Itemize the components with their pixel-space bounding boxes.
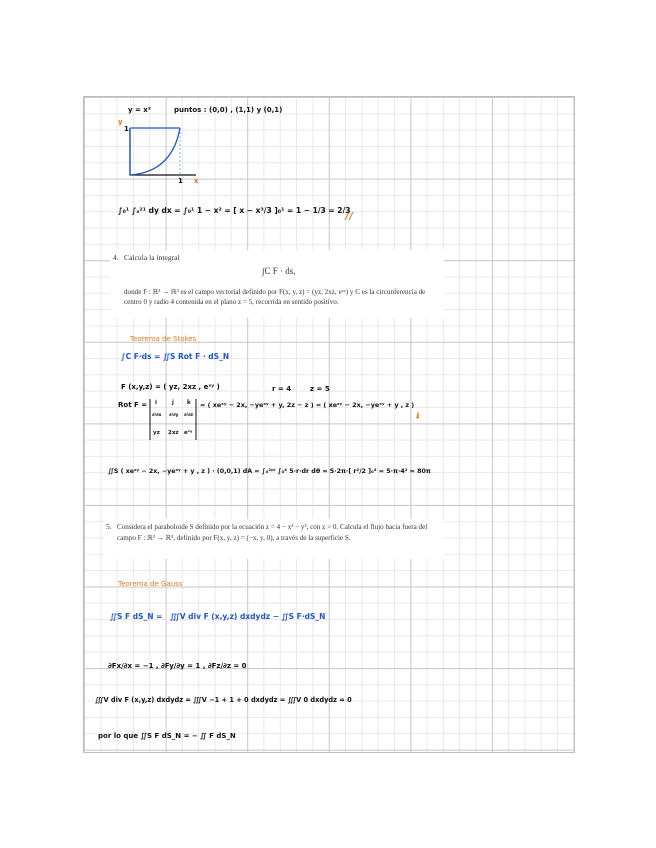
matrix-2xz: 2xz [168, 430, 179, 436]
matrix-i: î [155, 400, 157, 406]
stokes-equation: ∫C F·ds = ∬S Rot F · dS_N [121, 352, 230, 361]
gauss-title: Teorema de Gauss [118, 580, 183, 588]
y-tick-label: 1 [124, 125, 129, 133]
matrix-j: ĵ [172, 400, 174, 406]
region-integral: ∫₀¹ ∫ₓ²¹ dy dx = ∫₀¹ 1 − x² = [ x − x³/3 ]₀¹ = 1 − 1/3 = 2/3 [118, 206, 351, 215]
partial-derivatives: ∂Fx/∂x = −1 , ∂Fy/∂y = 1 , ∂Fz/∂z = 0 [108, 662, 247, 670]
problem4-number: 4. [113, 253, 119, 262]
points-label: puntos : [174, 106, 207, 114]
z-correction: z [416, 413, 420, 420]
points-list: (0,0) , (1,1) y (0,1) [209, 106, 283, 114]
divergence-computation: ∭V div F (x,y,z) dxdydz = ∭V −1 + 1 + 0 dxdydz = ∭V 0 dxdydz = 0 [95, 696, 352, 704]
stokes-title: Teorema de Stokes [130, 335, 197, 343]
flux-computation: ∬S ( xeˣʸ − 2x, −yeˣʸ + y , z ) · (0,0,1) dA = ∫₀²ᵖⁱ ∫₀⁴ 5·r·dr dθ = 5·2π·[ r²/2 ]₀⁴ = 5·π·4² = 80π [108, 468, 431, 475]
x-axis-label: x [194, 177, 199, 185]
rot-label: Rot F = [118, 401, 148, 409]
problem5-number: 5. [106, 522, 112, 531]
x-tick-label: 1 [178, 177, 183, 185]
matrix-yz: yz [153, 430, 160, 436]
plane-z-value: z = 5 [310, 385, 330, 393]
matrix-d-dz: ∂/∂z [184, 413, 194, 418]
matrix-d-dy: ∂/∂y [169, 413, 179, 418]
problem4-intro: Calcula la integral [124, 253, 180, 262]
problem4-text: donde F : ℝ³ → ℝ³ es el campo vectorial definido por F(x, y, z) = (yz, 2xz, eˣʸ) y C es la circunferencia de centro 0 y radio 4 contenida en el plano z = 5, recorrida en sentido positivo. [124, 288, 426, 306]
curve-label: y = x² [128, 106, 151, 114]
matrix-k: k̂ [187, 400, 191, 406]
conclusion: por lo que ∬S F dS_N = − ∬ F dS_N [98, 732, 236, 740]
problem5-text: Considera el paraboloide S definido por la ecuación z = 4 − x² − y², con z > 0. Calcula el flujo hacia fuera del campo F : ℝ³ → ℝ³, definido por F(x, y, z) = (−x, y, 0), a través de la superficie S. [117, 523, 428, 542]
matrix-d-dx: ∂/∂x [152, 413, 162, 418]
parabola-curve [130, 128, 180, 175]
matrix-exy: eˣʸ [184, 430, 193, 436]
field-definition: F (x,y,z) = ( yz, 2xz , eˣʸ ) [121, 383, 220, 391]
gauss-lhs: ∬S F dS_N = [110, 612, 163, 621]
radius-value: r = 4 [272, 385, 292, 393]
axes-lines [130, 128, 196, 175]
y-axis-label: y [118, 118, 123, 126]
rot-result: = ( xeˣʸ − 2x, −yeˣʸ + y, 2z − z ) = ( xeˣʸ − 2x, −yeˣʸ + y , z ) [200, 401, 415, 409]
gauss-equation: ∭V div F (x,y,z) dxdydz − ∬S F·dS_N [170, 612, 326, 621]
problem4-formula: ∫C F · ds, [262, 266, 296, 276]
